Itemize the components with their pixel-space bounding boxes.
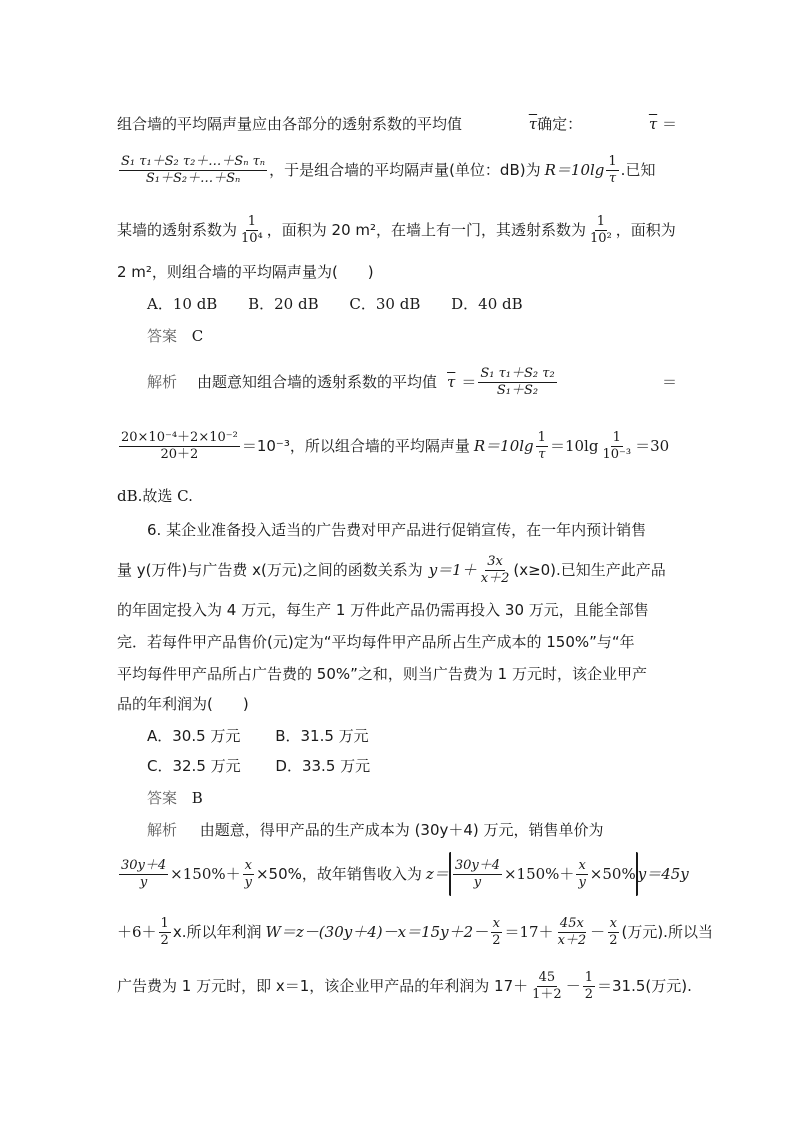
p5-line-3 [117, 210, 677, 250]
explain-label: 解析 [147, 821, 178, 839]
numerator: 1 [612, 429, 621, 445]
formula: ×50% [589, 865, 636, 883]
fraction [119, 154, 267, 187]
denominator: 2 [584, 986, 593, 1002]
numerator: 20×10⁻⁴＋2×10⁻² [121, 429, 238, 445]
p6-text: 由题意，得甲产品的生产成本为 (30y＋4) 万元，销售单价为 [199, 821, 604, 839]
p6-line-6: 品的年利润为( ) [117, 695, 249, 713]
fraction [479, 554, 512, 587]
denominator: x＋2 [480, 570, 510, 586]
option-a: A．10 dB [147, 295, 218, 313]
denominator: S₁＋S₂＋…＋Sₙ [145, 170, 241, 186]
numerator: S₁ τ₁＋S₂ τ₂ [480, 365, 555, 381]
denominator: x＋2 [557, 932, 587, 948]
p5-text: ，面积为 [615, 221, 676, 239]
p6-line-2 [117, 548, 677, 592]
numerator: 30y＋4 [121, 857, 167, 873]
p5-explain-1 [147, 362, 677, 402]
p6-answer [147, 788, 707, 808]
p6-text: 广告费为 1 万元时，即 x＝1，该企业甲产品的年利润为 17＋ [117, 977, 529, 995]
p5-line-1 [117, 114, 677, 134]
numerator: S₁ τ₁＋S₂ τ₂＋…＋Sₙ τₙ [121, 153, 266, 169]
fraction [119, 430, 240, 463]
p5-text: 组合墙的平均隔声量应由各部分的透射系数的平均值 [117, 115, 463, 133]
formula: ＋6＋ [117, 923, 157, 941]
fraction [453, 858, 502, 891]
fraction [600, 430, 633, 463]
denominator: 10⁴ [241, 230, 263, 246]
p5-line-4: 2 m²，则组合墙的平均隔声量为( ) [117, 263, 374, 281]
tau-bar: $\overline{\tau}$ [528, 115, 538, 133]
p6-options-row-1 [147, 726, 707, 746]
option-b: B．20 dB [248, 295, 319, 313]
numerator: 45 [538, 969, 556, 985]
fraction [556, 916, 589, 949]
option-b: B．31.5 万元 [275, 727, 369, 745]
p5-text: ，面积为 20 m²，在墙上有一门，其透射系数为 [266, 221, 587, 239]
p6-explain-3 [117, 908, 713, 956]
p5-explain-2 [117, 424, 677, 468]
formula: y＝1＋ [428, 561, 477, 579]
denominator: 20＋2 [160, 446, 199, 462]
numerator: 3x [487, 553, 503, 569]
formula: ＝30 [635, 437, 670, 455]
p6-options-row-2 [147, 756, 707, 776]
p6-text: 量 y(万件)与广告费 x(万元)之间的函数关系为 [117, 561, 423, 579]
numerator: x [578, 857, 586, 873]
numerator: 1 [537, 429, 546, 445]
fraction [490, 916, 502, 949]
formula: － [565, 977, 581, 995]
answer-value: C [191, 327, 204, 345]
numerator: 1 [584, 969, 593, 985]
denominator: 2 [492, 932, 501, 948]
numerator: 1 [247, 213, 257, 229]
formula: W＝z－(30y＋4)－x＝15y＋2－ [265, 923, 489, 941]
equals: ＝ [661, 373, 677, 391]
denominator: S₁＋S₂ [496, 382, 539, 398]
fraction [159, 916, 171, 949]
denominator: 10² [590, 230, 612, 246]
fraction [119, 858, 168, 891]
p5-options [147, 294, 707, 314]
formula: R＝10lg [473, 437, 534, 455]
fraction [607, 916, 619, 949]
numerator: 1 [596, 213, 606, 229]
fraction [588, 214, 614, 247]
p5-line-2 [117, 150, 677, 190]
denominator: 10⁻³ [602, 446, 632, 462]
p5-text: 确定： [537, 115, 583, 133]
numerator: 1 [160, 915, 169, 931]
option-a: A．30.5 万元 [147, 727, 241, 745]
p6-text: ×50%，故年销售收入为 [255, 865, 422, 883]
denominator: y [473, 874, 482, 890]
option-d: D．33.5 万元 [275, 757, 371, 775]
formula: ×150%＋ [503, 865, 575, 883]
equals: ＝ [461, 373, 477, 391]
formula: R＝10lg [544, 161, 605, 179]
p6-text: x.所以年利润 [172, 923, 262, 941]
numerator: 30y＋4 [454, 857, 500, 873]
denominator: 2 [160, 932, 169, 948]
p5-text: 某墙的透射系数为 [117, 221, 238, 239]
formula: ×150%＋ [170, 865, 241, 883]
numerator: 1 [608, 153, 617, 169]
p6-line-4: 完．若每件甲产品售价(元)定为“平均每件甲产品所占生产成本的 150%”与“年 [117, 633, 635, 651]
tau-bar: $\overline{\tau}$ [648, 115, 658, 133]
numerator: x [492, 915, 500, 931]
explain-label: 解析 [147, 373, 178, 391]
p6-explain-1 [147, 820, 677, 840]
formula: ＝17＋ [504, 923, 554, 941]
denominator: τ [538, 446, 546, 462]
denominator: y [578, 874, 586, 890]
equals: ＝ [661, 115, 677, 133]
fraction [478, 366, 556, 399]
fraction [576, 858, 587, 891]
answer-label: 答案 [147, 327, 178, 345]
denominator: 1＋2 [532, 986, 562, 1002]
p5-answer [147, 326, 707, 346]
p5-text: ＝10⁻³，所以组合墙的平均隔声量 [241, 437, 470, 455]
fraction [530, 970, 564, 1003]
denominator: y [139, 874, 148, 890]
p6-explain-2 [117, 850, 689, 898]
p6-line-3: 的年固定投入为 4 万元，每生产 1 万件此产品仍需再投入 30 万元，且能全部售 [117, 601, 649, 619]
answer-label: 答案 [147, 789, 178, 807]
fraction [606, 154, 618, 187]
denominator: τ [608, 170, 617, 186]
denominator: y [244, 874, 252, 890]
option-d: D．40 dB [451, 295, 523, 313]
p6-line-1: 6. 某企业准备投入适当的广告费对甲产品进行促销宣传，在一年内预计销售 [147, 521, 647, 539]
p6-text: (万元).所以当 [621, 923, 713, 941]
p5-text: .已知 [620, 161, 656, 179]
numerator: 45x [559, 915, 584, 931]
p6-explain-4 [117, 962, 692, 1010]
p6-text: ＝31.5(万元). [596, 977, 692, 995]
formula: y＝45y [637, 865, 689, 883]
numerator: x [609, 915, 617, 931]
p6-text: (x≥0).已知生产此产品 [513, 561, 666, 579]
fraction [243, 858, 254, 891]
p5-explain-3: dB.故选 C. [117, 487, 193, 505]
p6-line-5: 平均每件甲产品所占广告费的 50%”之和，则当广告费为 1 万元时，该企业甲产 [117, 665, 647, 683]
denominator: 2 [609, 932, 618, 948]
fraction [239, 214, 265, 247]
fraction [536, 430, 548, 463]
tau-bar: $\overline{\tau}$ [447, 373, 456, 391]
answer-value: B [191, 789, 203, 807]
numerator: x [244, 857, 252, 873]
option-c: C．32.5 万元 [147, 757, 241, 775]
formula: z＝ [425, 865, 449, 883]
p5-text: 由题意知组合墙的透射系数的平均值 [197, 373, 438, 391]
formula: ＝10lg [549, 437, 599, 455]
fraction [583, 970, 595, 1003]
formula: － [590, 923, 606, 941]
p5-text: ，于是组合墙的平均隔声量(单位：dB)为 [269, 161, 541, 179]
option-c: C．30 dB [349, 295, 421, 313]
left-bracket [449, 852, 451, 896]
